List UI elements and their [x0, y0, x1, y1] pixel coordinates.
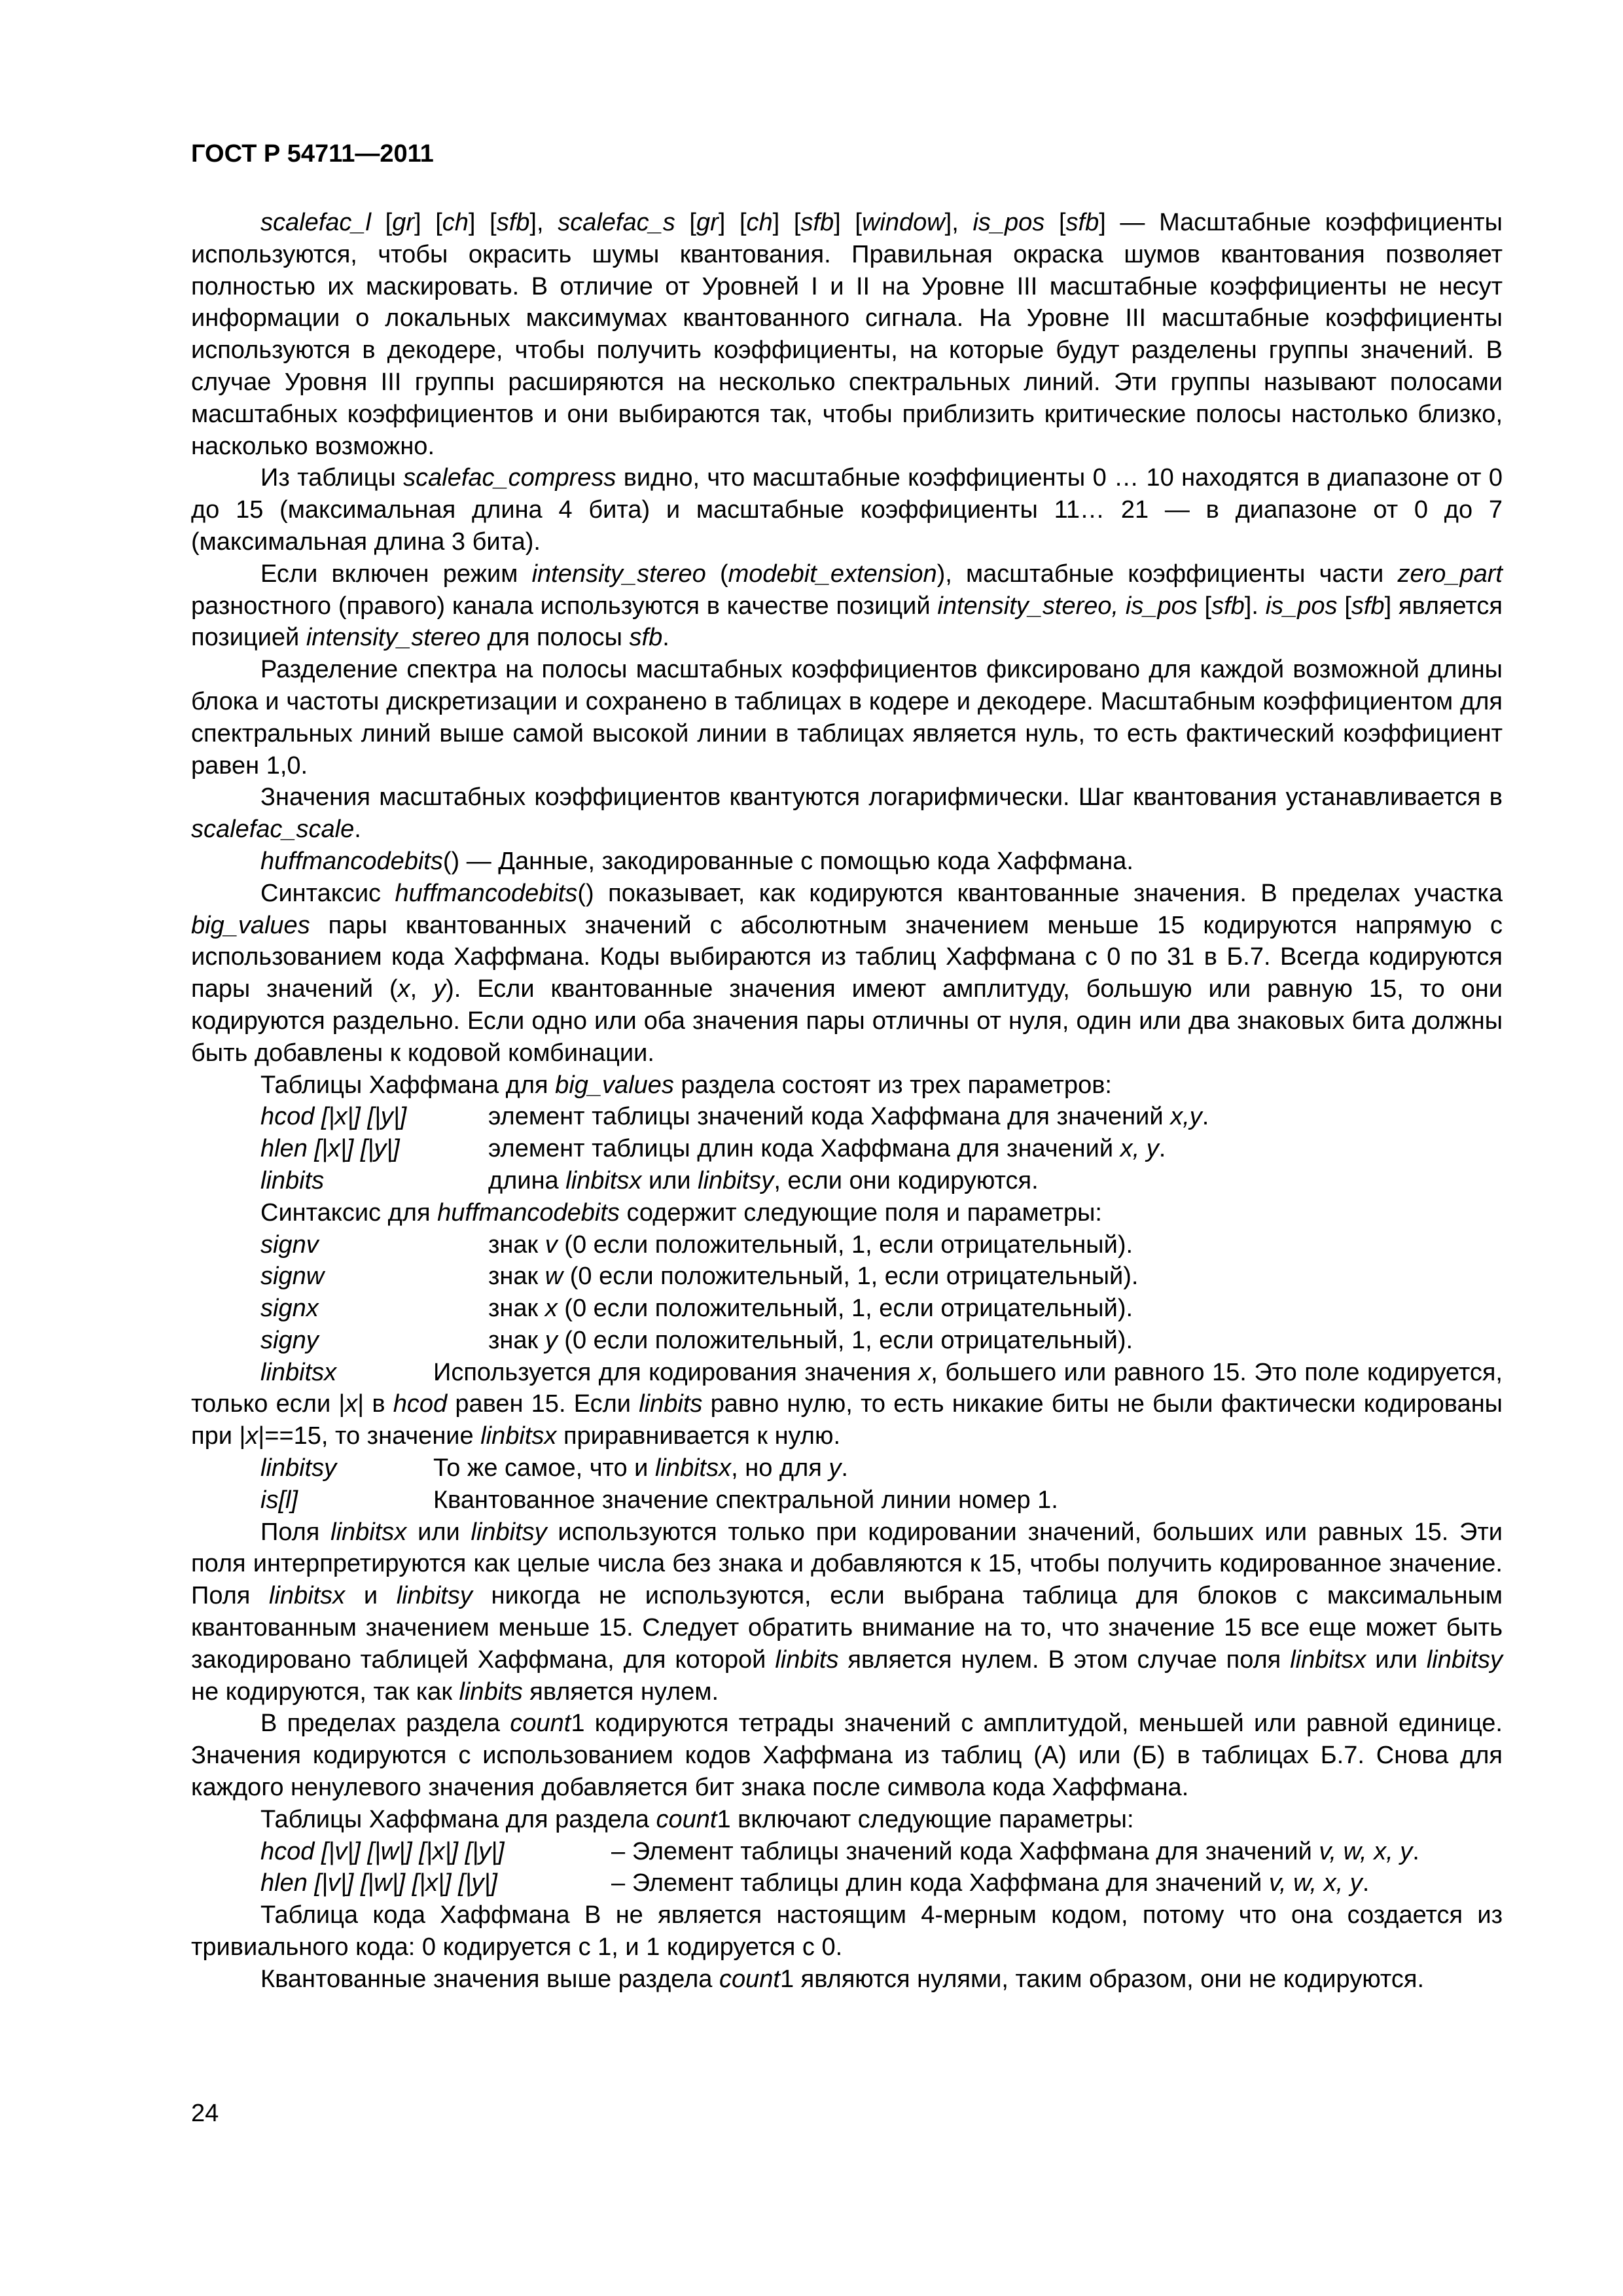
definition-row	[191, 1836, 1503, 1868]
paragraph: Значения масштабных коэффициентов квантуются логарифмически. Шаг квантования устанавливается в scalefac_scale.	[191, 783, 1503, 844]
paragraph: Синтаксис для huffmancodebits содержит следующие поля и параметры:	[260, 1198, 1102, 1227]
paragraph: Таблицы Хаффмана для big_values раздела состоят из трех параметров:	[260, 1071, 1112, 1099]
paragraph: Из таблицы scalefac_compress видно, что масштабные коэффициенты 0 … 10 находятся в диапазоне от 0 до 15 (максимальная длина 4 бита) и масштабные коэффициенты 11… 21 — в диапазоне от 0 до 7 (максимальная длина 3 бита).	[191, 464, 1503, 556]
definition-text: Квантованное значение спектральной линии номер 1.	[433, 1486, 1058, 1514]
definition-term: hlen [|x|] [|y|]	[260, 1135, 400, 1163]
definition-row	[191, 1484, 1503, 1516]
paragraph: В пределах раздела count1 кодируются тетрады значений с амплитудой, меньшей или равной единице. Значения кодируются с использованием кодов Хаффмана из таблиц (А) или (Б) в таблицах Б.7. Снова для каждого ненулевого значения добавляется бит знака после символа кода Хаффмана.	[191, 1710, 1503, 1802]
definition-text: Используется для кодирования значения x, большего или равного 15. Это поле кодируется, только если |x| в hcod равен 15. Если linbits равно нулю, то есть никакие биты не были фактически кодированы при |x|==15, то значение linbitsx приравнивается к нулю.	[191, 1358, 1503, 1450]
definition-term: linbitsy	[260, 1454, 337, 1482]
document-header: ГОСТ Р 54711—2011	[191, 140, 434, 168]
definition-term: signv	[260, 1230, 319, 1259]
definition-term: hcod [|v|] [|w|] [|x|] [|y|]	[260, 1837, 505, 1865]
document-page	[191, 137, 1503, 1996]
definition-term: signw	[260, 1263, 325, 1291]
definition-term: is[l]	[260, 1486, 298, 1514]
paragraph: Поля linbitsx или linbitsy используются только при кодировании значений, больших или равных 15. Эти поля интерпретируются как целые числа без знака и добавляются к 15, чтобы получить кодированное значение. Поля linbitsx и linbitsy никогда не используются, если выбрана таблица для блоков с максимальным квантованным значением меньше 15. Следует обратить внимание на то, что значение 15 все еще может быть закодировано таблицей Хаффмана, для которой linbits является нулем. В этом случае поля linbitsx или linbitsy не кодируются, так как linbits является нулем.	[191, 1518, 1503, 1706]
definition-text: То же самое, что и linbitsx, но для y.	[433, 1454, 848, 1482]
definition-row	[191, 1452, 1503, 1484]
definition-row	[191, 1101, 1503, 1133]
paragraph: scalefac_l [gr] [ch] [sfb], scalefac_s [gr] [ch] [sfb] [window], is_pos [sfb] — Масштабные коэффициенты используются, чтобы окрасить шумы квантования. Правильная окраска шумов квантования позволяет полностью их маскировать. В отличие от Уровней I и II на Уровне III масштабные коэффициенты не несут информации о локальных максимумах квантованного сигнала. На Уровне III масштабные коэффициенты используются в декодере, чтобы получить коэффициенты, на которые будут разделены группы значений. В случае Уровня III группы расширяются на несколько спектральных линий. Эти группы называют полосами масштабных коэффициентов и они выбираются так, чтобы приблизить критические полосы настолько близко, насколько возможно.	[191, 209, 1503, 460]
definition-term: hcod [|x|] [|y|]	[260, 1103, 407, 1131]
definition-text: элемент таблицы значений кода Хаффмана для значений x,y.	[488, 1103, 1209, 1131]
paragraph: Таблица кода Хаффмана В не является настоящим 4-мерным кодом, потому что она создается из тривиального кода: 0 кодируется с 1, и 1 кодируется с 0.	[191, 1901, 1503, 1962]
definition-term: signy	[260, 1326, 319, 1354]
definition-text: знак v (0 если положительный, 1, если отрицательный).	[488, 1230, 1133, 1259]
definition-row	[191, 1867, 1503, 1899]
definition-text: знак w (0 если положительный, 1, если отрицательный).	[488, 1263, 1139, 1291]
paragraph: huffmancodebits() — Данные, закодированные с помощью кода Хаффмана.	[260, 847, 1133, 875]
definition-row	[191, 1229, 1503, 1261]
definition-row	[191, 1293, 1503, 1325]
definition-text: элемент таблицы длин кода Хаффмана для значений x, y.	[488, 1135, 1166, 1163]
definition-row	[191, 1165, 1503, 1197]
definition-row	[191, 1133, 1503, 1165]
definition-text: знак y (0 если положительный, 1, если отрицательный).	[488, 1326, 1133, 1354]
definition-row	[191, 1325, 1503, 1357]
paragraph: Разделение спектра на полосы масштабных коэффициентов фиксировано для каждой возможной длины блока и частоты дискретизации и сохранено в таблицах в кодере и декодере. Масштабным коэффициентом для спектральных линий выше самой высокой линии в таблицах является нуль, то есть фактический коэффициент равен 1,0.	[191, 656, 1503, 780]
paragraph: Таблицы Хаффмана для раздела count1 включают следующие параметры:	[260, 1805, 1134, 1833]
huffman-params-list	[191, 1101, 1503, 1196]
definition-text: – Элемент таблицы длин кода Хаффмана для значений v, w, x, y.	[611, 1869, 1370, 1897]
paragraph: Квантованные значения выше раздела count1 являются нулями, таким образом, они не кодируются.	[260, 1965, 1425, 1993]
definition-term: hlen [|v|] [|w|] [|x|] [|y|]	[260, 1869, 497, 1897]
definition-row-linbitsx	[191, 1357, 1503, 1452]
definition-row	[191, 1261, 1503, 1293]
definition-term: linbits	[260, 1166, 325, 1194]
page-number: 24	[191, 2100, 219, 2127]
definition-text: – Элемент таблицы значений кода Хаффмана для значений v, w, x, y.	[611, 1837, 1419, 1865]
definition-term: signx	[260, 1295, 319, 1323]
definition-term: linbitsx	[260, 1358, 337, 1386]
definition-text: длина linbitsx или linbitsy, если они кодируются.	[488, 1166, 1039, 1194]
paragraph: Если включен режим intensity_stereo (modebit_extension), масштабные коэффициенты части zero_part разностного (правого) канала используются в качестве позиций intensity_stereo, is_pos [sfb]. is_pos [sfb] является позицией intensity_stereo для полосы sfb.	[191, 560, 1503, 652]
sign-fields-list	[191, 1229, 1503, 1357]
paragraph: Синтаксис huffmancodebits() показывает, как кодируются квантованные значения. В пределах участка big_values пары квантованных значений с абсолютным значением меньше 15 кодируются напрямую с использованием кода Хаффмана. Коды выбираются из таблиц Хаффмана с 0 по 31 в Б.7. Всегда кодируются пары значений (x, y). Если квантованные значения имеют амплитуду, большую или равную 15, то они кодируются раздельно. Если одно или оба значения пары отличны от нуля, один или два знаковых бита должны быть добавлены к кодовой комбинации.	[191, 879, 1503, 1067]
definition-text: знак x (0 если положительный, 1, если отрицательный).	[488, 1295, 1133, 1323]
count1-params-list	[191, 1836, 1503, 1900]
